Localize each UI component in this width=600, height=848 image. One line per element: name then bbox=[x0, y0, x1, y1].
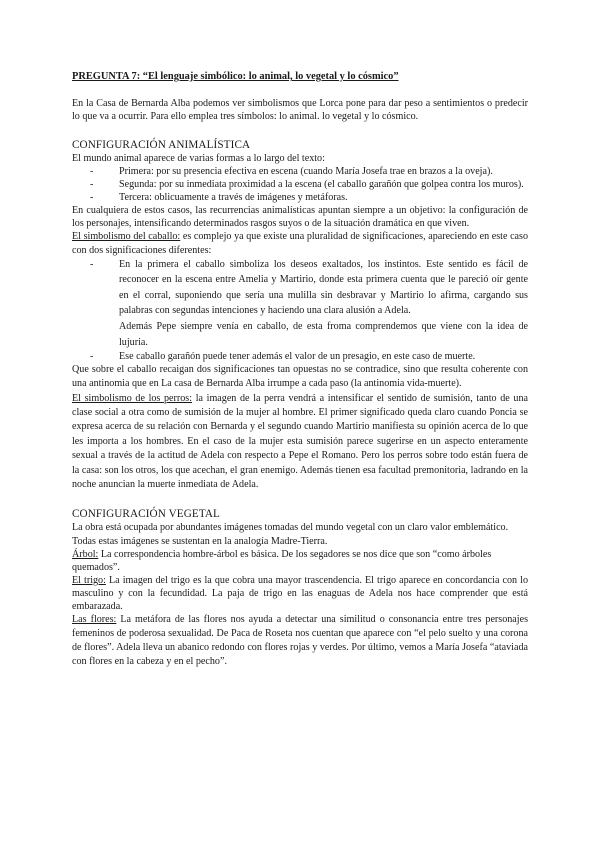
trigo-paragraph bbox=[72, 574, 528, 613]
animal-summary: En cualquiera de estos casos, las recurrencias animalísticas apuntan siempre a un objetivo: la configuración de los personajes, intensificando determinados rasgos suyos o de la situación dramática en que viven. bbox=[72, 205, 528, 230]
vegetal-lead: La obra está ocupada por abundantes imágenes tomadas del mundo vegetal con un claro valor emblemático. Todas estas imágenes se sustentan en la analogía Madre-Tierra. bbox=[72, 522, 509, 547]
caballo-continuation: Además Pepe siempre venía en caballo, de esta froma comprendemos que viene con la idea de lujuria. bbox=[119, 320, 528, 348]
list-item: - Segunda: por su inmediata proximidad a la escena (el caballo garañón que golpea contra los muros). bbox=[119, 178, 528, 191]
list-item: - En la primera el caballo simboliza los deseos exaltados, los instintos. Este sentido es fácil de reconocer en la escena entre Amelia y Martirio, donde esta primera cuenta que le pareció oír gente en el corral, suponiendo que sería una mulilla sin desbravar y Martirio lo afirma, cargando sus palabras con segundas intenciones y haciendo una clara alusión a Adela. bbox=[119, 257, 528, 319]
list-item: - Primera: por su presencia efectiva en escena (cuando María Josefa trae en brazos a la oveja). bbox=[119, 165, 528, 178]
list-item: - Tercera: oblicuamente a través de imágenes y metáforas. bbox=[119, 191, 528, 204]
caballo-list-2 bbox=[72, 350, 528, 363]
intro-paragraph: En la Casa de Bernarda Alba podemos ver simbolismos que Lorca pone para dar peso a sentimientos o predecir lo que va a ocurrir. Para ello emplea tres símbolos: lo animal. lo vegetal y lo cósmico. bbox=[72, 98, 528, 123]
animal-section-heading: CONFIGURACIÓN ANIMALÍSTICA bbox=[72, 139, 251, 152]
trigo-label: El trigo: bbox=[72, 574, 106, 586]
caballo-text: es complejo ya que existe una pluralidad de significaciones, apareciendo en este caso con dos significaciones diferentes: bbox=[72, 231, 528, 256]
caballo-label: El simbolismo del caballo: bbox=[72, 231, 181, 243]
perros-paragraph bbox=[72, 392, 528, 493]
trigo-text: La imagen del trigo es la que cobra una mayor trascendencia. El trigo aparece en concordancia con lo masculino y con la fecundidad. La paja de trigo en las enaguas de Adela nos hace comprender que está embarazada. bbox=[72, 574, 528, 612]
animal-list bbox=[72, 165, 528, 204]
vegetal-section-heading: CONFIGURACIÓN VEGETAL bbox=[72, 508, 220, 521]
arbol-paragraph bbox=[72, 548, 528, 561]
arbol-continuation: quemados”. bbox=[72, 561, 120, 573]
arbol-label: Árbol: bbox=[72, 548, 99, 560]
caballo-closing: Que sobre el caballo recaigan dos significaciones tan opuestas no se contradice, sino que resulta coherente con una antinomia que en La casa de Bernarda Alba irrumpe a cada paso (la antinomia vida-muerte). bbox=[72, 364, 528, 390]
caballo-list bbox=[72, 257, 528, 319]
question-title: PREGUNTA 7: “El lenguaje simbólico: lo animal, lo vegetal y lo cósmico” bbox=[72, 71, 399, 82]
list-item: - Ese caballo garañón puede tener además el valor de un presagio, en este caso de muerte. bbox=[119, 350, 528, 363]
flores-label: Las flores: bbox=[72, 613, 117, 625]
flores-text: La metáfora de las flores nos ayuda a detectar una similitud o consonancia entre tres personajes femeninos de poderosa sexualidad. De Paca de Roseta nos cuentan que aparece con “el pelo suelto y una corona de flores”. Adela lleva un abanico redondo con flores rojas y verdes. Por último, vemos a María Josefa “ataviada con flores en la cabeza y en el pecho”. bbox=[72, 613, 528, 668]
animal-lead: El mundo animal aparece de varias formas a lo largo del texto: bbox=[72, 153, 325, 165]
caballo-paragraph bbox=[72, 230, 528, 256]
perros-text: la imagen de la perra vendrá a intensificar el sentido de sumisión, tanto de una clase social a otra como de sumisión de la mujer al hombre. El primer significado queda claro cuando Poncia se expresa acerca de su relación con Bernarda y el segundo cuando Martirio manifiesta su opinión acerca de lo que les importa a los hombres. En el caso de la mujer esta sumisión parece sugerirse en un aspecto enteramente sexual a través de la actitud de Adela con respecto a Pepe el Romano. Pero los perros sobre todo están fuera de la casa: son los otros, los que acechan, el gran enemigo. Además tienen esa facultad premonitoria, ladrando en la noche anuncian la muerte inmediata de Adela. bbox=[72, 392, 528, 491]
arbol-text: La correspondencia hombre-árbol es básica. De los segadores se nos dice que son “como árboles bbox=[98, 548, 492, 560]
flores-paragraph bbox=[72, 613, 528, 670]
perros-label: El simbolismo de los perros: bbox=[72, 392, 193, 404]
